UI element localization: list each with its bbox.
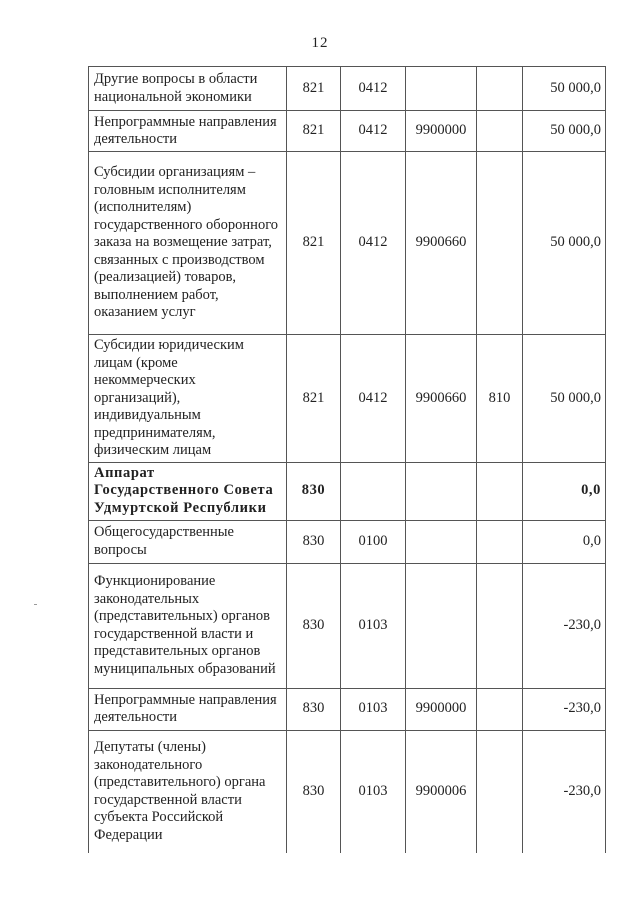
table-row [89, 563, 606, 688]
amount-cell: 0,0 [523, 520, 606, 563]
target-article-cell [406, 462, 477, 520]
scan-artifact-mark [34, 604, 37, 605]
expense-type-cell [477, 730, 523, 853]
item-name-cell: Субсидии организациям – головным исполнителям (исполнителям) государственного оборонного заказа на возмещение затрат, связанных с производством (реализацией) товаров, выполнением работ, оказанием услуг [89, 152, 287, 335]
department-code-cell: 830 [287, 688, 341, 730]
target-article-cell: 9900000 [406, 688, 477, 730]
target-article-cell [406, 563, 477, 688]
department-code-cell: 821 [287, 335, 341, 463]
target-article-cell: 9900006 [406, 730, 477, 853]
table-row [89, 688, 606, 730]
item-name-cell: Аппарат Государственного Совета Удмуртской Республики [89, 462, 287, 520]
section-code-cell: 0412 [341, 152, 406, 335]
department-code-cell: 830 [287, 730, 341, 853]
target-article-cell: 9900660 [406, 335, 477, 463]
expense-type-cell: 810 [477, 335, 523, 463]
item-name-cell: Непрограммные направления деятельности [89, 111, 287, 152]
expense-type-cell [477, 67, 523, 111]
expense-type-cell [477, 152, 523, 335]
expense-type-cell [477, 563, 523, 688]
target-article-cell: 9900000 [406, 111, 477, 152]
amount-cell: 50 000,0 [523, 152, 606, 335]
target-article-cell: 9900660 [406, 152, 477, 335]
section-code-cell: 0412 [341, 335, 406, 463]
table-row [89, 335, 606, 463]
page-number: 12 [311, 35, 329, 51]
table-row [89, 730, 606, 853]
section-code-cell: 0412 [341, 67, 406, 111]
target-article-cell [406, 67, 477, 111]
amount-cell: 0,0 [523, 462, 606, 520]
item-name-cell: Депутаты (члены) законодательного (представительного) органа государственной власти субъекта Российской Федерации [89, 730, 287, 853]
item-name-cell: Общегосударственные вопросы [89, 520, 287, 563]
table-row [89, 462, 606, 520]
budget-table [88, 66, 606, 853]
amount-cell: -230,0 [523, 688, 606, 730]
amount-cell: -230,0 [523, 730, 606, 853]
department-code-cell: 830 [287, 563, 341, 688]
department-code-cell: 830 [287, 520, 341, 563]
budget-table-body [89, 67, 606, 854]
expense-type-cell [477, 111, 523, 152]
item-name-cell: Другие вопросы в области национальной экономики [89, 67, 287, 111]
table-row [89, 111, 606, 152]
department-code-cell: 821 [287, 111, 341, 152]
table-row [89, 152, 606, 335]
expense-type-cell [477, 688, 523, 730]
expense-type-cell [477, 520, 523, 563]
section-code-cell: 0103 [341, 730, 406, 853]
amount-cell: 50 000,0 [523, 111, 606, 152]
section-code-cell: 0103 [341, 563, 406, 688]
amount-cell: -230,0 [523, 563, 606, 688]
amount-cell: 50 000,0 [523, 67, 606, 111]
section-code-cell [341, 462, 406, 520]
department-code-cell: 830 [287, 462, 341, 520]
item-name-cell: Субсидии юридическим лицам (кроме некоммерческих организаций), индивидуальным предпринимателям, физическим лицам [89, 335, 287, 463]
table-row [89, 67, 606, 111]
section-code-cell: 0412 [341, 111, 406, 152]
expense-type-cell [477, 462, 523, 520]
department-code-cell: 821 [287, 152, 341, 335]
target-article-cell [406, 520, 477, 563]
section-code-cell: 0100 [341, 520, 406, 563]
amount-cell: 50 000,0 [523, 335, 606, 463]
department-code-cell: 821 [287, 67, 341, 111]
table-row [89, 520, 606, 563]
item-name-cell: Функционирование законодательных (представительных) органов государственной власти и представительных органов муниципальных образований [89, 563, 287, 688]
item-name-cell: Непрограммные направления деятельности [89, 688, 287, 730]
section-code-cell: 0103 [341, 688, 406, 730]
